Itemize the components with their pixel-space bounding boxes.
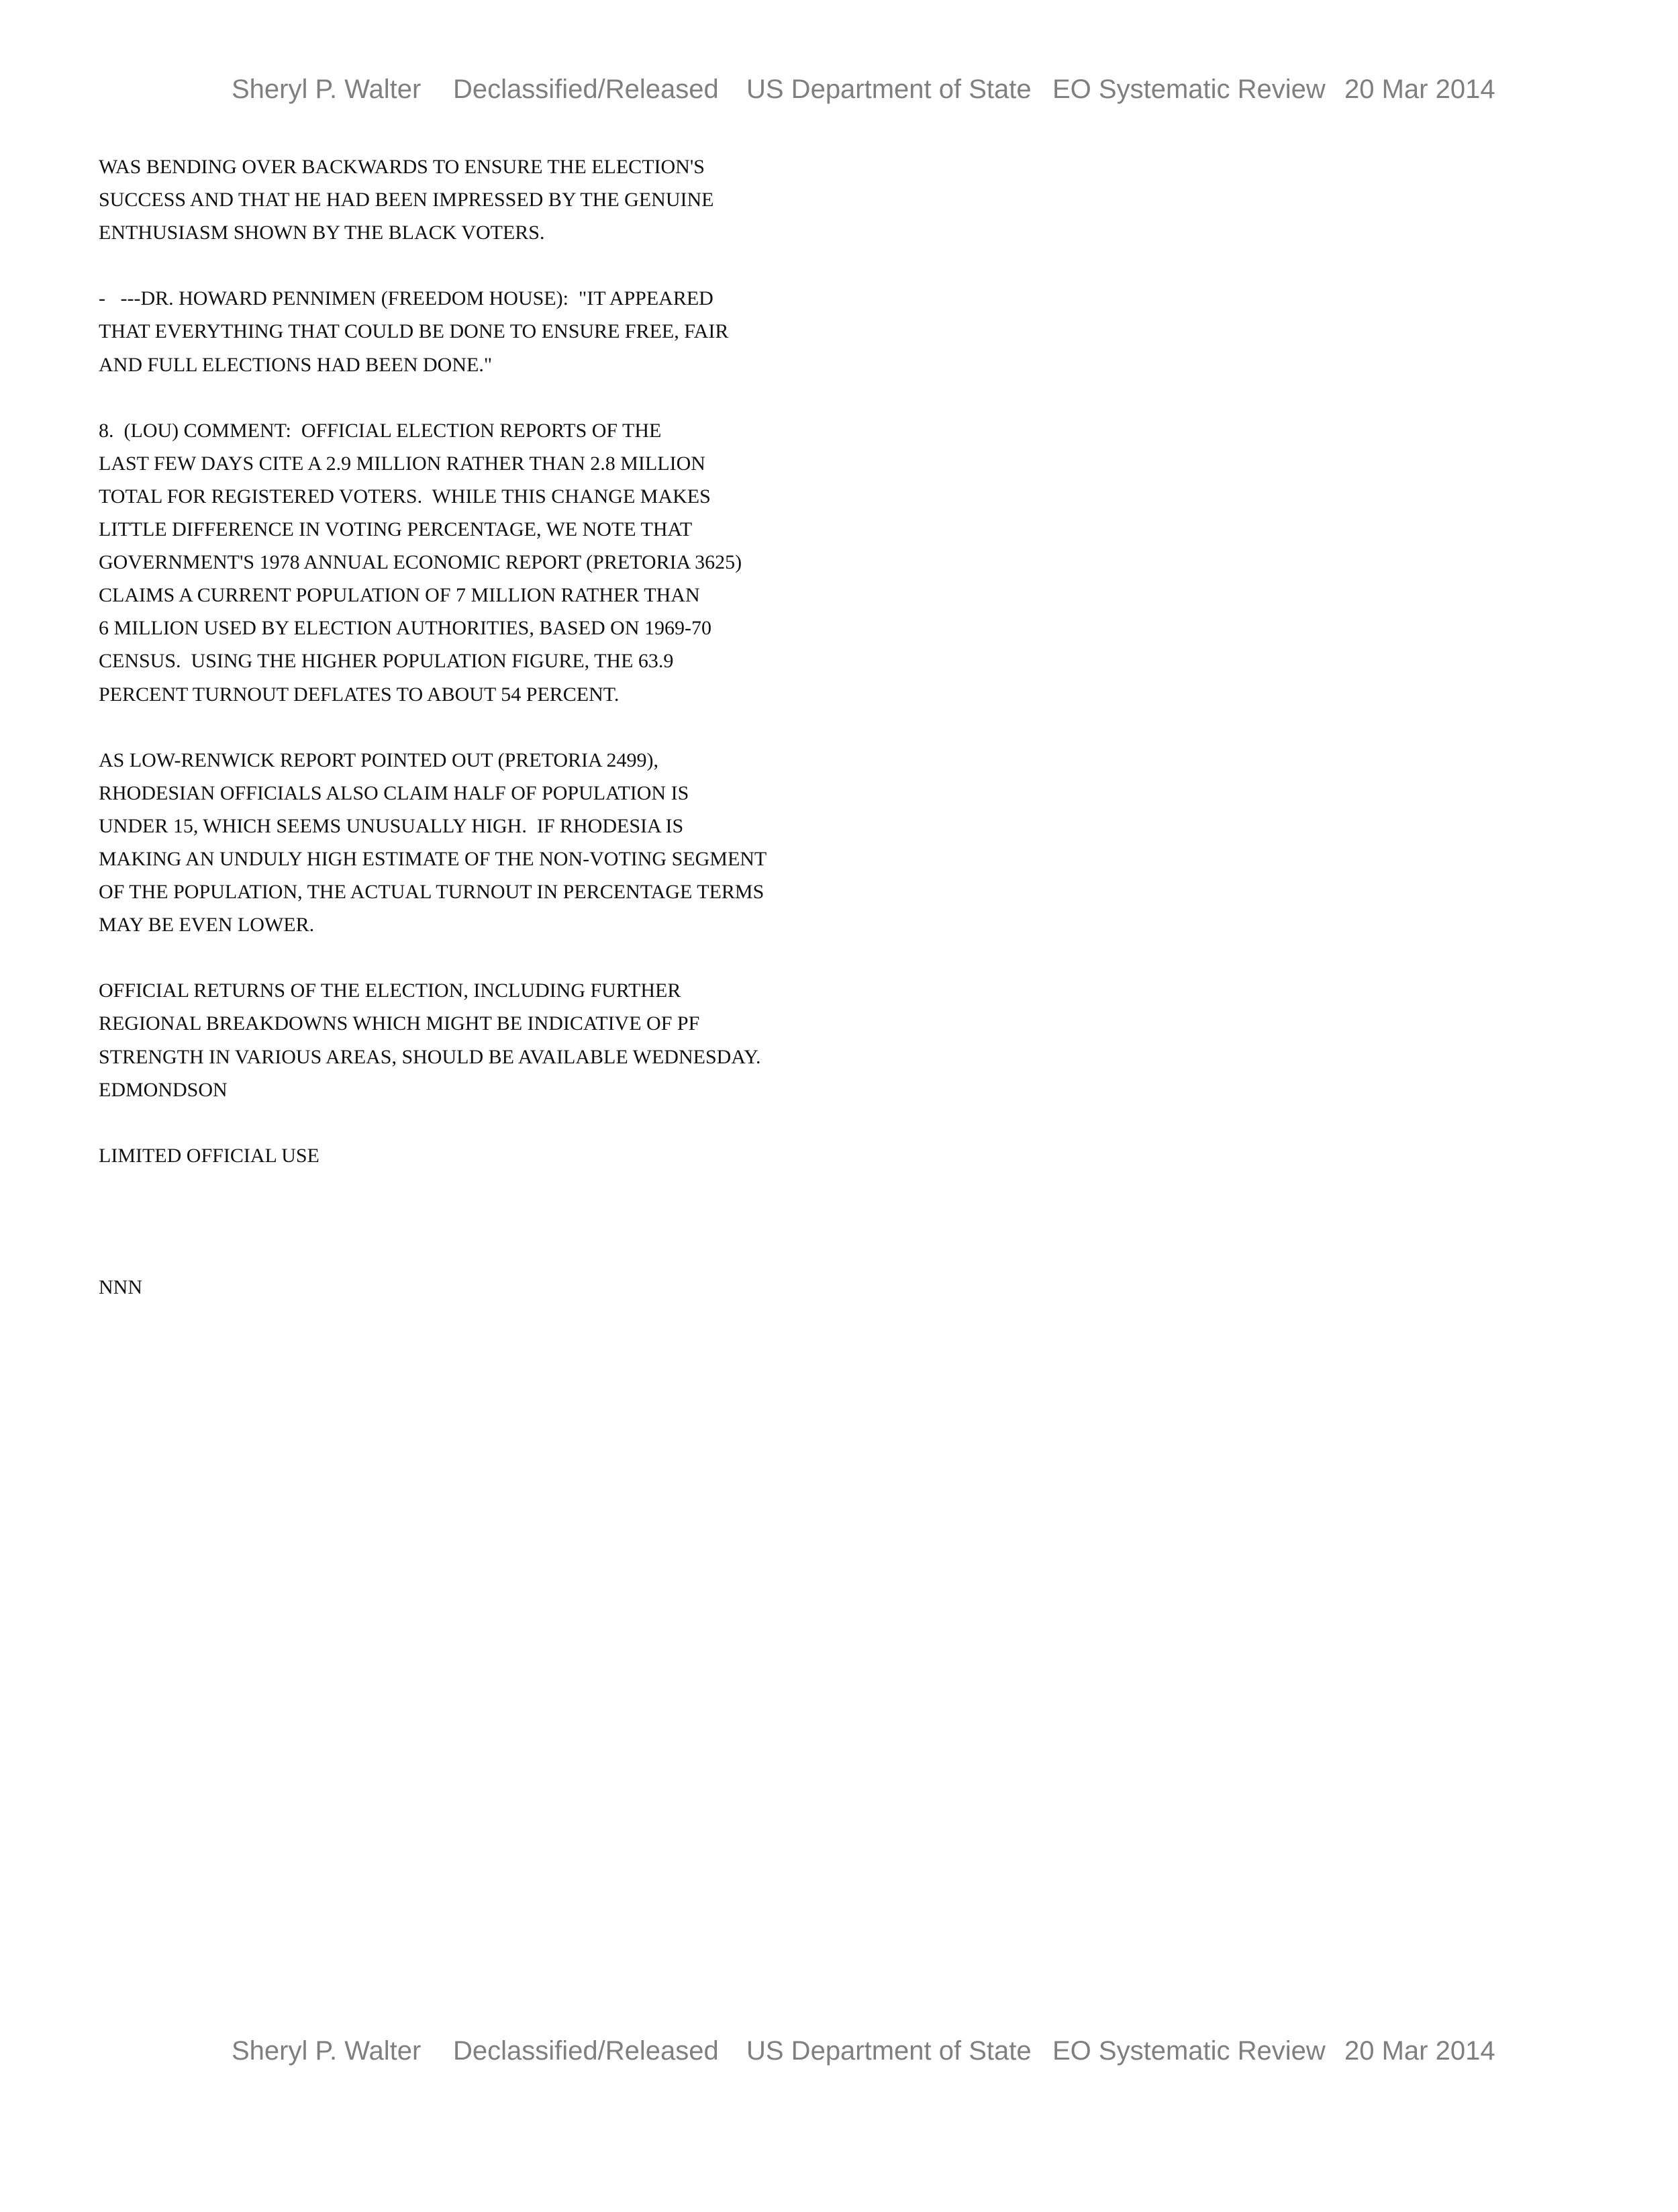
text-line: 6 MILLION USED BY ELECTION AUTHORITIES, BASED ON 1969-70 xyxy=(99,617,711,640)
text-line: WAS BENDING OVER BACKWARDS TO ENSURE THE ELECTION'S xyxy=(99,156,705,178)
text-line: AND FULL ELECTIONS HAD BEEN DONE." xyxy=(99,353,493,376)
paragraph-1 xyxy=(99,150,904,249)
stamp-reviewer-name: Sheryl P. Walter xyxy=(232,75,422,104)
classification-marking: LIMITED OFFICIAL USE xyxy=(99,1144,319,1167)
paragraph-5 xyxy=(99,974,904,1106)
stamp-review-type: EO Systematic Review xyxy=(1052,2036,1326,2066)
stamp-department: US Department of State xyxy=(746,2036,1032,2066)
paragraph-4 xyxy=(99,744,904,942)
declassification-stamp-top xyxy=(0,69,1678,109)
text-line: ENTHUSIASM SHOWN BY THE BLACK VOTERS. xyxy=(99,222,545,244)
stamp-status: Declassified/Released xyxy=(453,75,719,104)
end-of-message-marker: NNN xyxy=(99,1276,142,1299)
text-line: 8. (LOU) COMMENT: OFFICIAL ELECTION REPORTS OF THE xyxy=(99,419,662,442)
signature-edmondson: EDMONDSON xyxy=(99,1078,228,1101)
text-line: CENSUS. USING THE HIGHER POPULATION FIGURE, THE 63.9 xyxy=(99,650,674,673)
stamp-date: 20 Mar 2014 xyxy=(1344,75,1495,104)
text-line: CLAIMS A CURRENT POPULATION OF 7 MILLION RATHER THAN xyxy=(99,584,700,607)
stamp-review-type: EO Systematic Review xyxy=(1052,75,1326,104)
cable-body xyxy=(99,150,904,1304)
text-line: LITTLE DIFFERENCE IN VOTING PERCENTAGE, WE NOTE THAT xyxy=(99,518,693,541)
stamp-reviewer-name: Sheryl P. Walter xyxy=(232,2036,422,2066)
paragraph-3 xyxy=(99,414,904,711)
text-line: LAST FEW DAYS CITE A 2.9 MILLION RATHER THAN 2.8 MILLION xyxy=(99,452,705,475)
text-line: SUCCESS AND THAT HE HAD BEEN IMPRESSED BY THE GENUINE xyxy=(99,189,714,211)
text-line: OF THE POPULATION, THE ACTUAL TURNOUT IN PERCENTAGE TERMS xyxy=(99,881,764,904)
text-line: MAKING AN UNDULY HIGH ESTIMATE OF THE NON-VOTING SEGMENT xyxy=(99,847,767,870)
paragraph-2 xyxy=(99,282,904,381)
stamp-department: US Department of State xyxy=(746,75,1032,104)
text-line: STRENGTH IN VARIOUS AREAS, SHOULD BE AVAILABLE WEDNESDAY. xyxy=(99,1045,761,1068)
text-line: OFFICIAL RETURNS OF THE ELECTION, INCLUDING FURTHER xyxy=(99,979,681,1002)
text-line: THAT EVERYTHING THAT COULD BE DONE TO ENSURE FREE, FAIR xyxy=(99,320,729,343)
text-line: MAY BE EVEN LOWER. xyxy=(99,914,315,936)
text-line: UNDER 15, WHICH SEEMS UNUSUALLY HIGH. IF RHODESIA IS xyxy=(99,814,684,837)
paragraph-spacer xyxy=(99,1106,904,1139)
text-line: - ---DR. HOWARD PENNIMEN (FREEDOM HOUSE): "IT APPEARED xyxy=(99,287,713,310)
paragraph-spacer xyxy=(99,249,904,282)
text-line: RHODESIAN OFFICIALS ALSO CLAIM HALF OF POPULATION IS xyxy=(99,781,689,804)
declassification-stamp-bottom xyxy=(0,2031,1678,2071)
paragraph-spacer xyxy=(99,1172,904,1271)
stamp-status: Declassified/Released xyxy=(453,2036,719,2066)
text-line: PERCENT TURNOUT DEFLATES TO ABOUT 54 PERCENT. xyxy=(99,683,620,706)
paragraph-spacer xyxy=(99,941,904,974)
paragraph-spacer xyxy=(99,711,904,744)
text-line: GOVERNMENT'S 1978 ANNUAL ECONOMIC REPORT (PRETORIA 3625) xyxy=(99,551,742,574)
text-line: AS LOW-RENWICK REPORT POINTED OUT (PRETORIA 2499), xyxy=(99,749,659,771)
text-line: TOTAL FOR REGISTERED VOTERS. WHILE THIS CHANGE MAKES xyxy=(99,485,711,508)
paragraph-spacer xyxy=(99,381,904,414)
stamp-date: 20 Mar 2014 xyxy=(1344,2036,1495,2066)
text-line: REGIONAL BREAKDOWNS WHICH MIGHT BE INDICATIVE OF PF xyxy=(99,1012,700,1035)
